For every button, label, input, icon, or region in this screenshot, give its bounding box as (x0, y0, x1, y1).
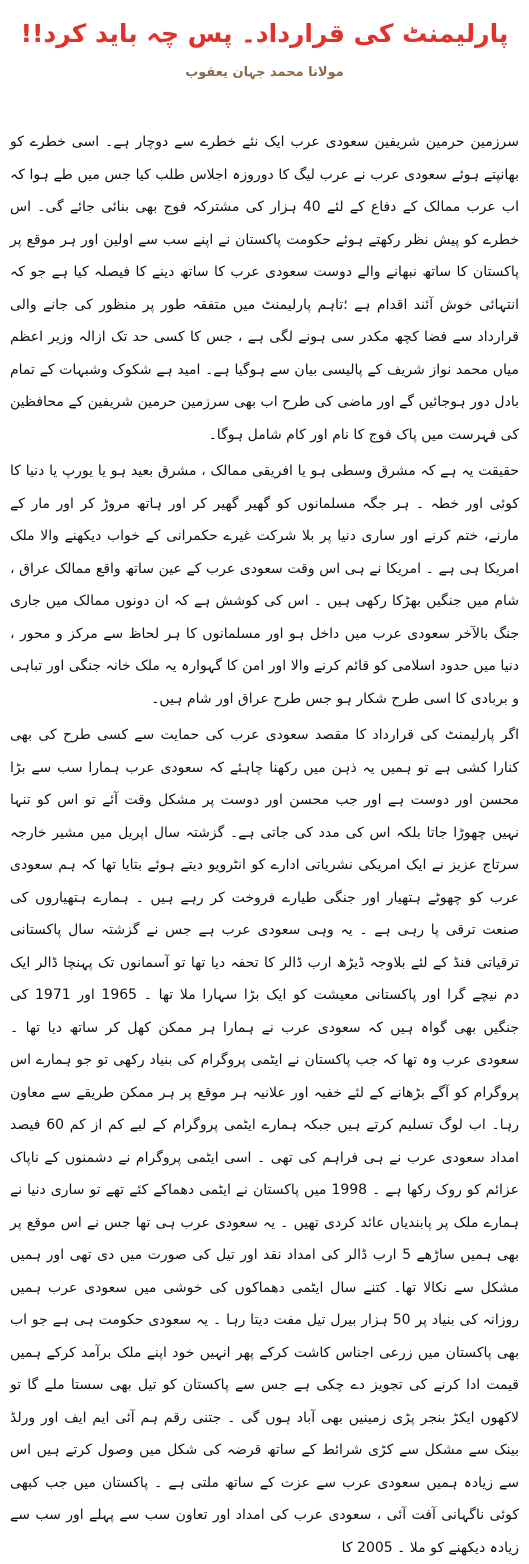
author-byline: مولانا محمد جہان یعقوب (185, 65, 344, 80)
paragraph-1: سرزمین حرمین شریفین سعودی عرب ایک نئے خطرے سے دوچار ہے۔ اسی خطرے کو بھانپتے ہوئے سعودی عرب نے عرب لیگ کا دوروزہ اجلاس طلب کیا جس میں طے ہوا کہ اب عرب ممالک کے دفاع کے لئے 40 ہزار کی مشترکہ فوج بھی بنائی جائے گی۔ اس خطرے کو پیش نظر رکھتے ہوئے حکومت پاکستان نے اپنے سب سے اولین اور ہر موقع پر پاکستان کا ساتھ نبھانے والے دوست سعودی عرب کا ساتھ دینے کا فیصلہ کیا ہے جو کہ انتہائی خوش آئند اقدام ہے ؛تاہم پارلیمنٹ میں متفقہ طور پر منظور کی جانے والی قرارداد سے فضا کچھ مکدر سی ہونے لگی ہے ، جس کا کسی حد تک ازالہ وزیر اعظم میاں محمد نواز شریف کے پالیسی بیان سے ہوگیا ہے۔ امید ہے شکوک وشبہات کے تمام بادل دور ہوجائیں گے اور ماضی کی طرح اب بھی سرزمین حرمین شریفین کے محافظین کی فہرست میں پاک فوج کا نام اور کام شامل ہوگا۔ (10, 134, 519, 443)
article-title: پارلیمنٹ کی قرارداد۔ پس چہ باید کرد!! (20, 19, 509, 48)
paragraph-3: اگر پارلیمنٹ کی قرارداد کا مقصد سعودی عرب کی حمایت سے کسی طرح کی بھی کنارا کشی ہے تو ہمیں یہ ذہن میں رکھنا چاہئے کہ سعودی عرب ہمارا سب سے بڑا محسن اور دوست ہے اور جب محسن اور دوست پر مشکل وقت آئے تو اس کو تنہا نہیں چھوڑا جاتا بلکہ اس کی مدد کی جاتی ہے۔ گزشتہ سال اپریل میں مشیر خارجہ سرتاج عزیز نے ایک امریکی نشریاتی ادارے کو انٹرویو دیتے ہوئے بتایا تھا کہ ہم سعودی عرب کو چھوٹے ہتھیار اور جنگی طیارے فروخت کر رہے ہیں ۔ ہمارے ہتھیاروں کی صنعت ترقی پا رہی ہے ۔ یہ وہی سعودی عرب ہے جس نے گزشتہ سال پاکستانی ترقیاتی فنڈ کے لئے بلاوجہ ڈیڑھ ارب ڈالر کا تحفہ دیا تھا تو آسمانوں تک پہنچا ڈالر ایک دم نیچے گرا اور پاکستانی معیشت کو ایک بڑا سہارا ملا تھا ۔ 1965 اور 1971 کی جنگیں بھی گواہ ہیں کہ سعودی عرب نے ہمارا ہر ممکن کھل کر ساتھ دیا تھا ۔ سعودی عرب وہ تھا کہ جب پاکستان نے ایٹمی پروگرام کی بنیاد رکھی تو جو ہمارے اس پروگرام کو آگے بڑھانے کے لئے خفیہ اور علانیہ ہر موقع پر ہر ممکن طریقے سے معاون رہا۔ اب لوگ تسلیم کرتے ہیں جبکہ ہمارے ایٹمی پروگرام کے لیے کم از کم 60 فیصد امداد سعودی عرب نے ہی فراہم کی تھی ۔ اسی ایٹمی پروگرام نے دشمنوں کے ناپاک عزائم کو روک رکھا ہے ۔ 1998 میں پاکستان نے ایٹمی دھماکے کئے تھے تو ساری دنیا نے ہمارے ملک پر پابندیاں عائد کردی تھیں ۔ یہ سعودی عرب ہی تھا جس نے اس موقع پر بھی ہمیں ساڑھے 5 ارب ڈالر کی امداد نقد اور تیل کی صورت میں دی تھی اور ہمیں مشکل سے نکالا تھا۔ کتنے سال ایٹمی دھماکوں کی خوشی میں سعودی عرب ہمیں روزانہ کی بنیاد پر 50 ہزار بیرل تیل مفت دیتا رہا ۔ یہ سعودی حکومت ہی ہے جو اب بھی پاکستان میں زرعی اجناس کاشت کرکے پھر انہیں خود اپنے ملک برآمد کرکے ہمیں قیمت ادا کرنے کی تجویز دے چکی ہے جس سے پاکستان کو تیل بھی سستا ملے گا تو لاکھوں ایکڑ بنجر پڑی زمینیں بھی آباد ہوں گی ۔ جتنی رقم ہم آئی ایم ایف اور ورلڈ بینک سے مشکل سے کڑی شرائط کے ساتھ قرضہ کی شکل میں وصول کرتے ہیں اس سے زیادہ ہمیں سعودی عرب سے عزت کے ساتھ ملتی ہے ۔ پاکستان میں جب کبھی کوئی ناگہانی آفت آئی ، سعودی عرب کی امداد اور تعاون سب سے پہلے اور سب سے زیادہ دیکھنے کو ملا ۔ 2005 کا (10, 727, 520, 1556)
paragraph-2: حقیقت یہ ہے کہ مشرق وسطی ہو یا افریقی ممالک ، مشرق بعید ہو یا یورپ یا دنیا کا کوئی اور خطہ ۔ ہر جگہ مسلمانوں کو گھیر گھیر کر اور ہاتھ مروڑ کر اور مار کے مارنے، ختم کرنے اور ساری دنیا پر بلا شرکت غیرے حکمرانی کے خواب دیکھنے والا ملک امریکا ہی ہے ۔ امریکا نے ہی اس وقت سعودی عرب کے عین ساتھ واقع ممالک عراق ، شام میں جنگیں بھڑکا رکھی ہیں ۔ اس کی کوشش ہے کہ ان دونوں ممالک میں جاری جنگ بالآخر سعودی عرب میں داخل ہو اور مسلمانوں کا ہر لحاظ سے مرکز و محور ، دنیا میں حدود اسلامی کو قائم کرنے والا اور امن کا گہوارہ یہ ملک خانہ جنگی اور تباہی و بربادی کا اسی طرح شکار ہو جس طرح عراق اور شام ہیں۔ (10, 463, 519, 707)
article-body (10, 126, 519, 1564)
